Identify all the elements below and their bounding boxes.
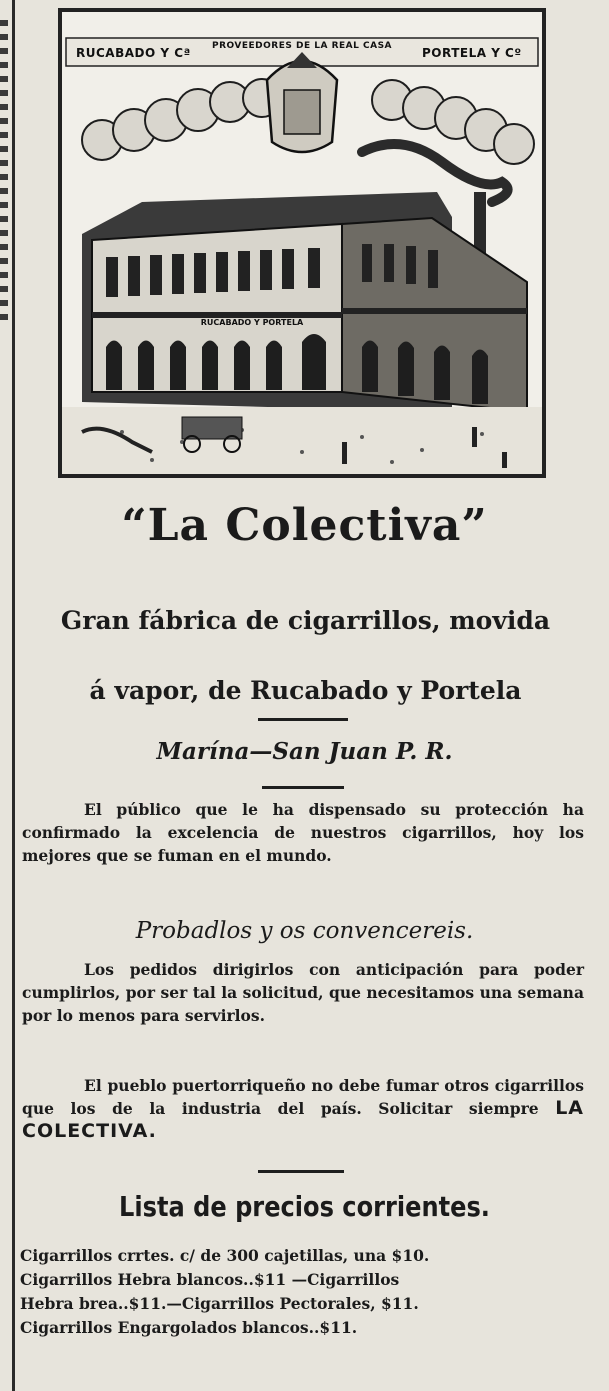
paragraph-text: El pueblo puertorriqueño no debe fumar otros cigarrillos que los de la industria del país. Solicitar siempre — [22, 1076, 584, 1118]
subtitle-line-2: á vapor, de Rucabado y Portela — [89, 676, 522, 705]
paragraph-text: El público que le ha dispensado su protección ha confirmado la excelencia de nuestros cigarrillos, hoy los mejores que se fuman en el mundo. — [22, 800, 584, 865]
advertisement-title: “La Colectiva” — [121, 500, 488, 551]
banner-left-text: RUCABADO Y Cª — [76, 46, 191, 60]
paragraph-text: Los pedidos dirigirlos con anticipación para poder cumplirlos, por ser tal la solicitud, que necesitamos una semana por lo menos para servirlos. — [22, 960, 584, 1025]
banner-center-text: PROVEEDORES DE LA REAL CASA — [211, 41, 393, 51]
price-line: Cigarrillos crrtes. c/ de 300 cajetillas, una $10. — [20, 1246, 430, 1265]
paragraph-industry — [22, 1074, 584, 1143]
price-line: Cigarrillos Engargolados blancos..$11. — [20, 1318, 358, 1337]
price-list — [20, 1244, 586, 1340]
factory-illustration — [62, 12, 542, 474]
factory-engraving — [58, 8, 546, 478]
banner-right-text: PORTELA Y Cº — [422, 46, 522, 60]
paragraph-protection — [22, 798, 584, 867]
price-line: Cigarrillos Hebra blancos..$11 —Cigarrillos — [20, 1270, 400, 1289]
subtitle-line-1: Gran fábrica de cigarrillos, movida — [60, 606, 551, 635]
slogan: Probadlos y os convencereis. — [135, 918, 474, 944]
prices-heading: Lista de precios corrientes. — [119, 1190, 490, 1223]
divider — [262, 786, 344, 789]
column-rule — [12, 0, 15, 1391]
brand-name: LA COLECTIVA. — [22, 1097, 584, 1142]
building-sign: RUCABADO Y PORTELA — [200, 318, 304, 327]
location-line: Marína—San Juan P. R. — [156, 738, 453, 765]
price-line: Hebra brea..$11.—Cigarrillos Pectorales, $11. — [20, 1294, 419, 1313]
page-edge — [0, 20, 8, 320]
street — [62, 407, 542, 474]
coat-of-arms — [267, 52, 337, 152]
paragraph-orders — [22, 958, 584, 1027]
divider — [258, 1170, 344, 1173]
divider — [258, 718, 348, 721]
